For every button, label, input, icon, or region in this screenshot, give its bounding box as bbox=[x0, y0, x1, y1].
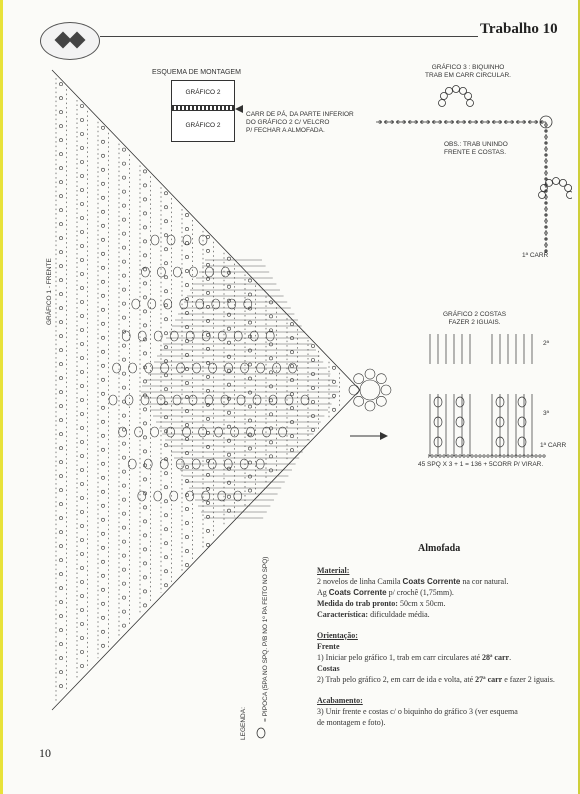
popcorn-symbol-icon bbox=[255, 727, 267, 739]
assembly-title: ESQUEMA DE MONTAGEM bbox=[152, 69, 241, 76]
article-title: Almofada bbox=[418, 543, 461, 554]
back-text-part: 2) Trab pelo gráfico 2, em carr de ida e volta, até bbox=[317, 675, 476, 684]
brand-name: Coats Corrente bbox=[328, 588, 387, 597]
graphic3-edging-chart bbox=[376, 85, 572, 260]
material-text: 2 novelos de linha Camila bbox=[317, 577, 403, 586]
brand-name: Coats Corrente bbox=[402, 577, 461, 586]
back-text-bold: 27ª carr bbox=[475, 675, 503, 684]
graphic2-row-label-2: 2ª bbox=[543, 340, 550, 347]
front-text-bold: 28ª carr bbox=[482, 653, 510, 662]
material-text: na cor natural. bbox=[460, 577, 509, 586]
legend-text: = PIPOCA (5PA NO SPQ. P/B NO 1º PA FEITO NO SPQ) bbox=[262, 556, 269, 722]
size-value: 50cm x 50cm. bbox=[397, 599, 446, 608]
back-heading: Costas bbox=[317, 664, 340, 673]
magazine-logo bbox=[40, 22, 100, 60]
graphic3-title-line: GRÁFICO 3 : BIQUINHO bbox=[431, 64, 505, 71]
assembly-note-line: CARR DE PÁ, DA PARTE INFERIOR bbox=[246, 111, 354, 118]
graphic2-title-line: FAZER 2 IGUAIS. bbox=[448, 319, 501, 326]
graphic1-label: GRÁFICO 1 - FRENTE bbox=[46, 258, 53, 325]
back-text bbox=[317, 674, 572, 685]
graphic3-obs-line: OBS.: TRAB UNINDO bbox=[444, 141, 508, 148]
graphic3-title-line: TRAB EM CARR CIRCULAR. bbox=[425, 72, 511, 79]
graphic3-start-label: 1ª CARR bbox=[522, 252, 549, 259]
header-rule bbox=[100, 36, 478, 37]
work-title: Trabalho 10 bbox=[480, 21, 558, 37]
page-edge-strip bbox=[0, 0, 3, 794]
size-label: Medida do trab pronto: bbox=[317, 599, 398, 608]
graphic2-row-label-1: 1ª CARR bbox=[540, 442, 567, 449]
assembly-note bbox=[246, 111, 354, 135]
front-text bbox=[317, 652, 572, 663]
assembly-note-line: P/ FECHAR A ALMOFADA. bbox=[246, 127, 325, 134]
assembly-box-bottom: GRÁFICO 2 bbox=[172, 110, 234, 141]
material-text: Ag bbox=[317, 588, 329, 597]
graphic2-row-label-3: 3ª bbox=[543, 410, 550, 417]
material-heading: Material: bbox=[317, 566, 350, 575]
front-heading: Frente bbox=[317, 642, 340, 651]
assembly-diagram bbox=[171, 80, 235, 142]
front-text-part: . bbox=[509, 653, 512, 662]
legend-title: LEGENDA: bbox=[240, 707, 247, 740]
feature-label: Característica: bbox=[317, 610, 369, 619]
finish-heading: Acabamento: bbox=[317, 696, 363, 705]
graphic3-obs-line: FRENTE E COSTAS. bbox=[444, 149, 506, 156]
feature-line bbox=[317, 609, 572, 620]
graphic2-title-line: GRÁFICO 2 COSTAS bbox=[443, 311, 507, 318]
graphic3-obs bbox=[444, 141, 508, 157]
graphic2-back-chart bbox=[428, 332, 548, 460]
material-text: p/ crochê (1,75mm). bbox=[386, 588, 454, 597]
finish-text-line-1: 3) Unir frente e costas c/ o biquinho do gráfico 3 (ver esquema bbox=[317, 707, 518, 716]
orientation-heading: Orientação: bbox=[317, 631, 358, 640]
size-line bbox=[317, 598, 572, 609]
material-line-1 bbox=[317, 576, 572, 587]
material-line-2 bbox=[317, 587, 572, 598]
assembly-note-line: DO GRÁFICO 2 C/ VELCRO bbox=[246, 119, 330, 126]
article-body bbox=[317, 565, 572, 728]
page-number: 10 bbox=[39, 746, 51, 760]
finish-text-line-2: de montagem e foto). bbox=[317, 718, 386, 727]
assembly-box-top: GRÁFICO 2 bbox=[172, 81, 234, 106]
arrow-icon bbox=[350, 430, 390, 442]
graphic2-footer: 45 SPQ X 3 + 1 = 136 + 5CORR P/ VIRAR. bbox=[418, 461, 544, 468]
feature-value: dificuldade média. bbox=[368, 610, 430, 619]
back-text-part: e fazer 2 iguais. bbox=[502, 675, 555, 684]
front-text-part: 1) Iniciar pelo gráfico 1, trab em carr circulares até bbox=[317, 653, 483, 662]
graphic3-title bbox=[425, 64, 511, 80]
graphic2-title bbox=[443, 311, 506, 327]
